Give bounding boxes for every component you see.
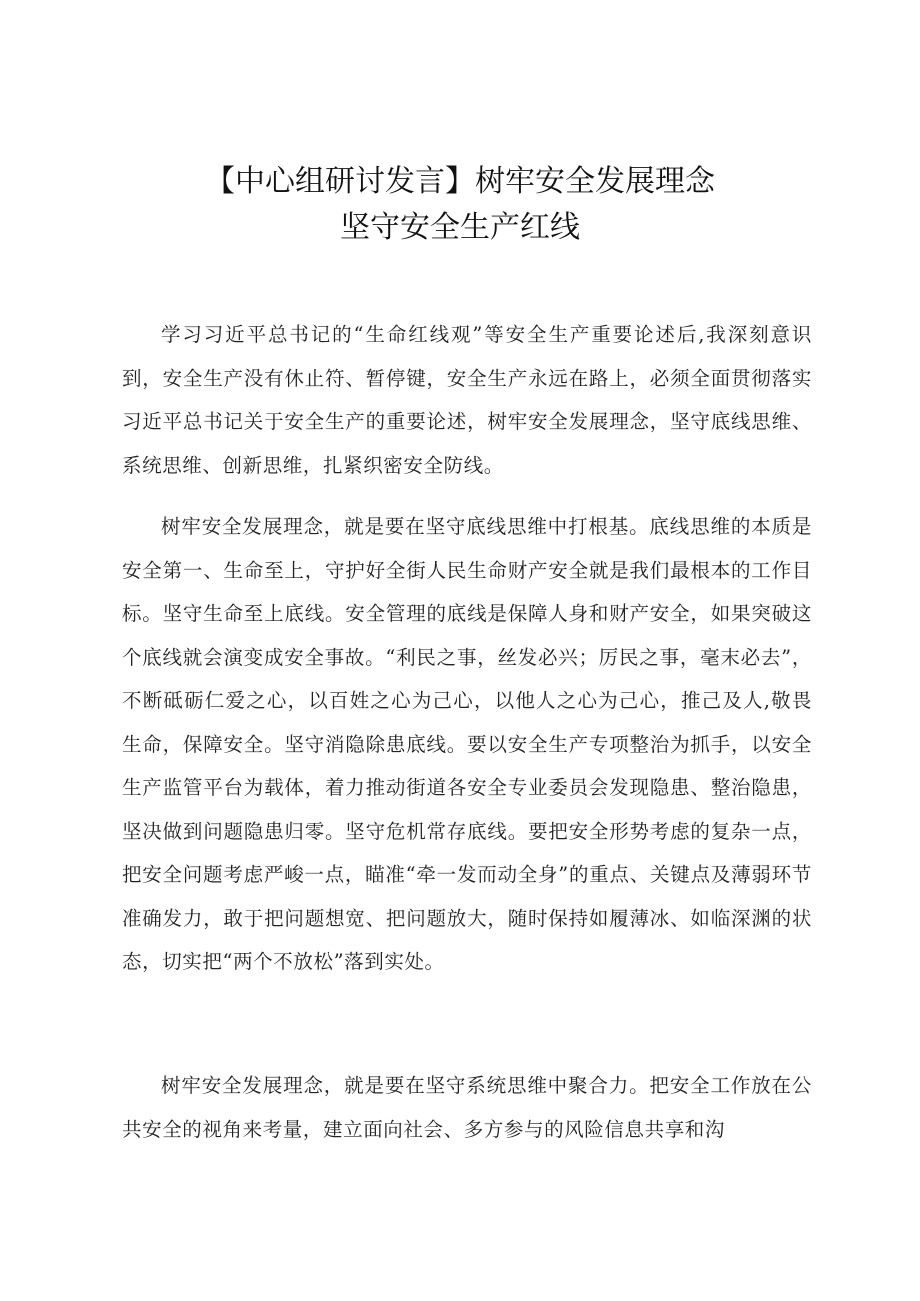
document-title-line-2: 坚守安全生产红线 bbox=[340, 210, 580, 245]
paragraph-1: 学习习近平总书记的“生命红线观”等安全生产重要论述后,我深刻意识到，安全生产没有休止符、暂停键，安全生产永远在路上，必须全面贯彻落实习近平总书记关于安全生产的重要论述，树牢安全发展理念，坚守底线思维、系统思维、创新思维，扎紧织密安全防线。 bbox=[122, 323, 812, 477]
paragraph-2: 树牢安全发展理念，就是要在坚守底线思维中打根基。底线思维的本质是安全第一、生命至上，守护好全街人民生命财产安全就是我们最根本的工作目标。坚守生命至上底线。安全管理的底线是保障人身和财产安全，如果突破这个底线就会演变成安全事故。“利民之事，丝发必兴；厉民之事，毫末必去”，不断砥砺仁爱之心，以百姓之心为己心，以他人之心为己心，推己及人,敬畏生命，保障安全。坚守消隐除患底线。要以安全生产专项整治为抓手，以安全生产监管平台为载体，着力推动街道各安全专业委员会发现隐患、整治隐患，坚决做到问题隐患归零。坚守危机常存底线。要把安全形势考虑的复杂一点，把安全问题考虑严峻一点，瞄准“牵一发而动全身”的重点、关键点及薄弱环节准确发力，敢于把问题想宽、把问题放大，随时保持如履薄冰、如临深渊的状态，切实把“两个不放松”落到实处。 bbox=[122, 515, 812, 973]
paragraph-3: 树牢安全发展理念，就是要在坚守系统思维中聚合力。把安全工作放在公共安全的视角来考量，建立面向社会、多方参与的风险信息共享和沟 bbox=[122, 1074, 812, 1141]
document-title-line-1: 【中心组研讨发言】树牢安全发展理念 bbox=[205, 164, 715, 199]
